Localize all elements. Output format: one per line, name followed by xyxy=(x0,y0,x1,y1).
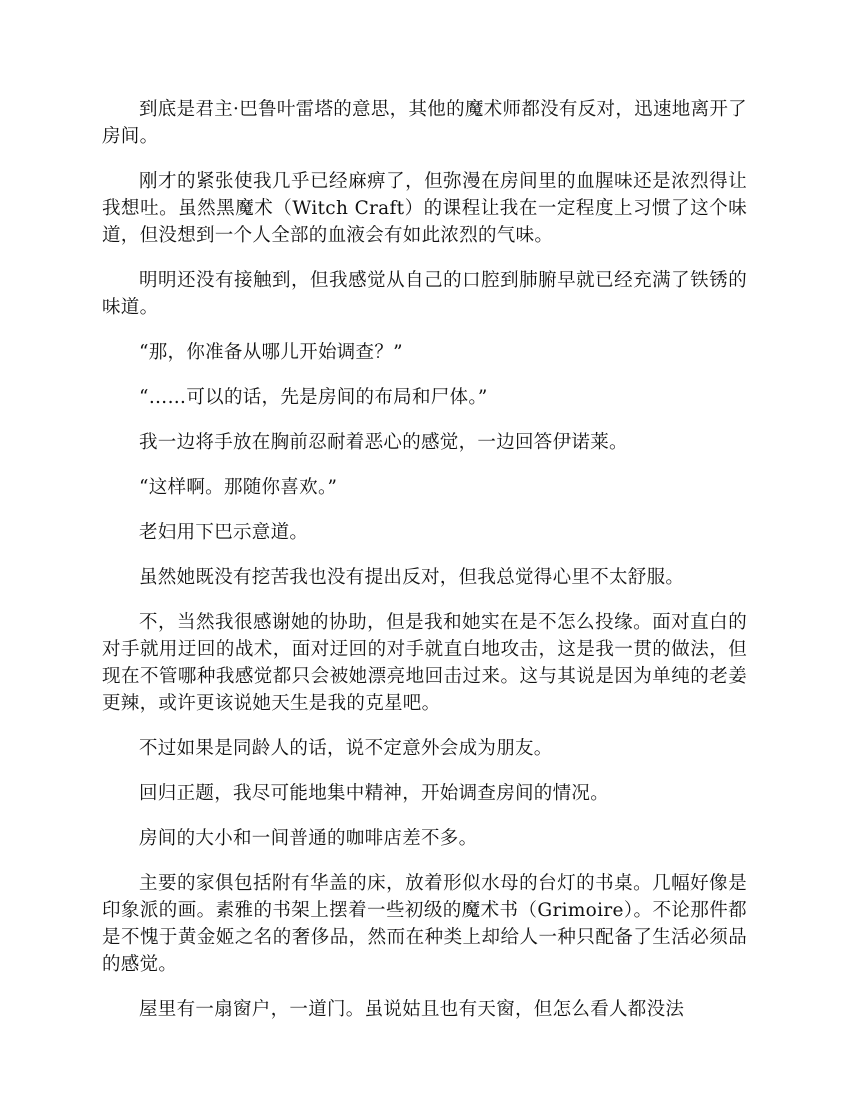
paragraph: 不过如果是同龄人的话，说不定意外会成为朋友。 xyxy=(139,738,553,759)
paragraph: 我一边将手放在胸前忍耐着恶心的感觉，一边回答伊诺莱。 xyxy=(139,432,628,453)
paragraph: 虽然她既没有挖苦我也没有提出反对，但我总觉得心里不太舒服。 xyxy=(139,567,685,588)
paragraph: “那，你准备从哪儿开始调查？” xyxy=(139,342,403,363)
paragraph: “这样啊。那随你喜欢。” xyxy=(139,477,338,498)
paragraph: 老妇用下巴示意道。 xyxy=(139,522,309,543)
paragraph: 主要的家俱包括附有华盖的床，放着形似水母的台灯的书桌。几幅好像是印象派的画。素雅的书架上摆着一些初级的魔术书（Grimoire）。不论那件都是不愧于黄金姬之名的奢侈品，然而在种类上却给人一种只配备了生活必须品的感觉。 xyxy=(102,873,747,975)
paragraph: 刚才的紧张使我几乎已经麻痹了，但弥漫在房间里的血腥味还是浓烈得让我想吐。虽然黑魔术（Witch Craft）的课程让我在一定程度上习惯了这个味道，但没想到一个人全部的血液会有如此浓烈的气味。 xyxy=(102,171,747,246)
paragraph: 屋里有一扇窗户，一道门。虽说姑且也有天窗，但怎么看人都没法 xyxy=(139,999,685,1020)
paragraph: 明明还没有接触到，但我感觉从自己的口腔到肺腑早就已经充满了铁锈的味道。 xyxy=(102,270,747,318)
document-page xyxy=(102,96,747,1041)
paragraph: “……可以的话，先是房间的布局和尸体。” xyxy=(139,387,488,408)
paragraph: 到底是君主·巴鲁叶雷塔的意思，其他的魔术师都没有反对，迅速地离开了房间。 xyxy=(102,99,747,147)
paragraph: 不，当然我很感谢她的协助，但是我和她实在是不怎么投缘。面对直白的对手就用迂回的战术，面对迂回的对手就直白地攻击，这是我一贯的做法，但现在不管哪种我感觉都只会被她漂亮地回击过来。这与其说是因为单纯的老姜更辣，或许更该说她天生是我的克星吧。 xyxy=(102,612,747,714)
paragraph: 回归正题，我尽可能地集中精神，开始调查房间的情况。 xyxy=(139,783,610,804)
paragraph: 房间的大小和一间普通的咖啡店差不多。 xyxy=(139,828,478,849)
